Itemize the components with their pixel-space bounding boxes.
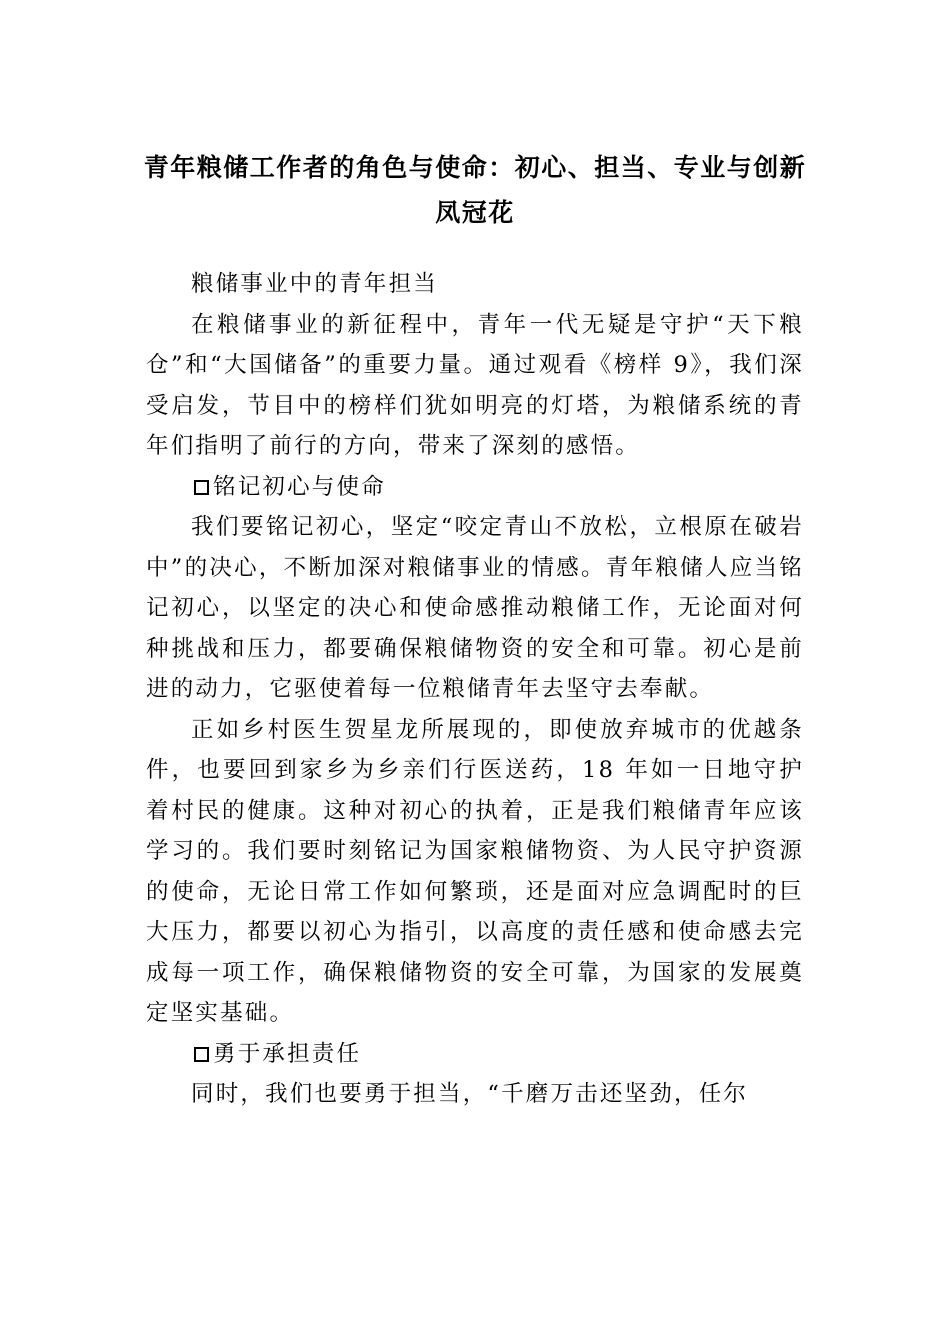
section-1-paragraph-1: 我们要铭记初心，坚定“咬定青山不放松，立根原在破岩中”的决心，不断加深对粮储事业的情感。青年粮储人应当铭记初心，以坚定的决心和使命感推动粮储工作，无论面对何种挑战和压力，都要确保粮储物资的安全和可靠。初心是前进的动力，它驱使着每一位粮储青年去坚守去奉献。 <box>146 514 804 702</box>
section-2-paragraph-1: 同时，我们也要勇于担当，“千磨万击还坚劲，任尔 <box>191 1081 749 1107</box>
document-title: 青年粮储工作者的角色与使命：初心、担当、专业与创新 <box>143 153 807 182</box>
section-heading-2-label: 勇于承担责任 <box>213 1040 362 1067</box>
section-1-paragraph-2: 正如乡村医生贺星龙所展现的，即使放弃城市的优越条件，也要回到家乡为乡亲们行医送药，18 年如一日地守护着村民的健康。这种对初心的执着，正是我们粮储青年应该学习的。我们要时刻铭记为国家粮储物资、为人民守护资源的使命，无论日常工作如何繁琐，还是面对应急调配时的巨大压力，都要以初心为指引，以高度的责任感和使命感去完成每一项工作，确保粮储物资的安全可靠，为国家的发展奠定坚实基础。 <box>146 716 804 1026</box>
section-heading-2 <box>146 1034 804 1075</box>
checkbox-icon <box>194 480 209 495</box>
checkbox-icon <box>194 1047 209 1062</box>
intro-paragraph: 在粮储事业的新征程中，青年一代无疑是守护“天下粮仓”和“大国储备”的重要力量。通过观看《榜样 9》，我们深受启发，节目中的榜样们犹如明亮的灯塔，为粮储系统的青年们指明了前行的方向，带来了深刻的感悟。 <box>146 311 804 459</box>
section-heading-1-label: 铭记初心与使命 <box>213 473 386 500</box>
document-author: 凤冠花 <box>435 198 515 227</box>
intro-heading: 粮储事业中的青年担当 <box>191 271 439 297</box>
section-heading-1 <box>146 467 804 508</box>
document-body <box>146 264 804 1115</box>
